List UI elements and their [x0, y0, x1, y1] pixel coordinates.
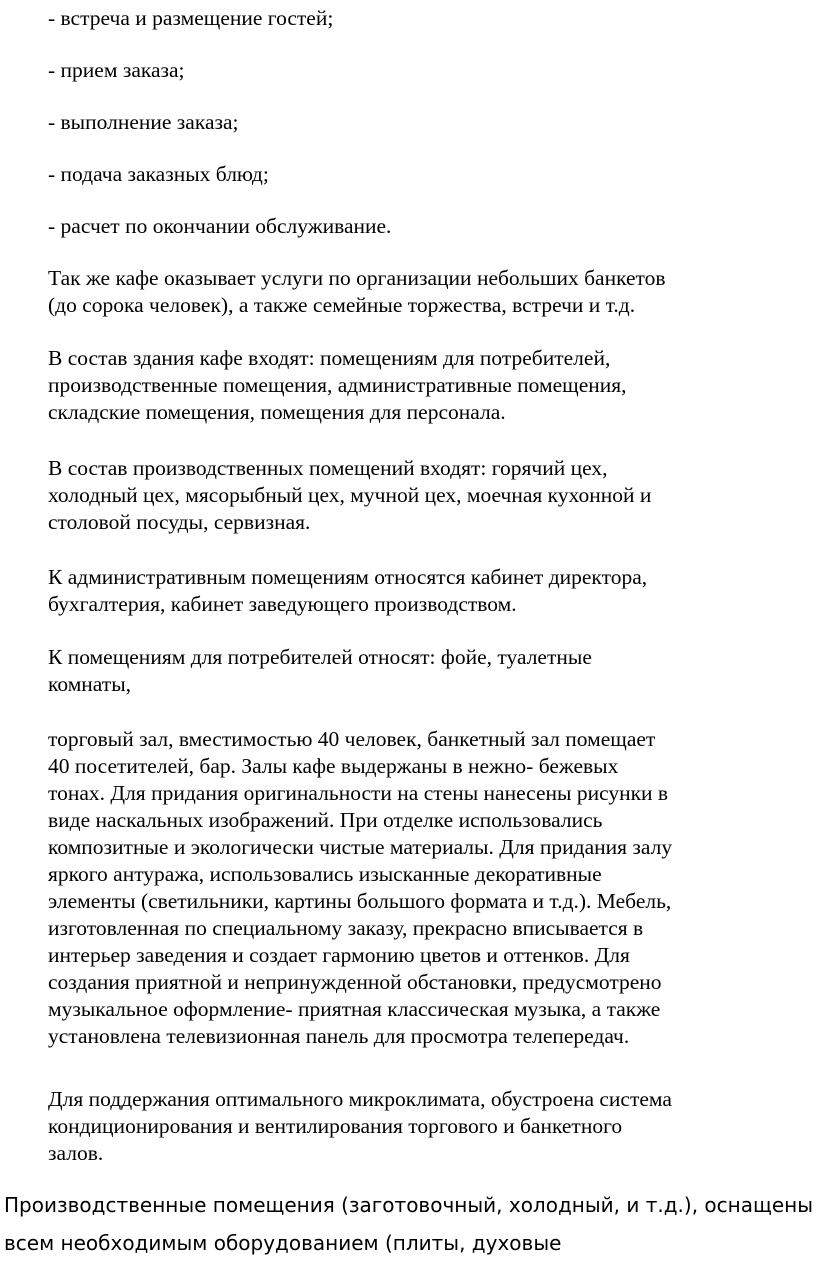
paragraph-line: (до сорока человек), а также семейные торжества, встречи и т.д. — [48, 293, 636, 317]
paragraph-line: музыкальное оформление- приятная классическая музыка, а также — [48, 997, 661, 1021]
paragraph-line: К помещениям для потребителей относят: фойе, туалетные — [48, 645, 592, 669]
paragraph-building-composition — [48, 345, 788, 426]
paragraph-line: В состав здания кафе входят: помещениям для потребителей, — [48, 346, 611, 370]
list-item-2: - прием заказа; — [48, 58, 185, 82]
paragraph-line: Для поддержания оптимального микроклимата, обустроена система — [48, 1087, 672, 1111]
paragraph-line: установлена телевизионная панель для просмотра телепередач. — [48, 1024, 630, 1048]
paragraph-microclimate — [48, 1086, 788, 1167]
paragraph-line: виде наскальных изображений. При отделке использовались — [48, 808, 603, 832]
paragraph-line: складские помещения, помещения для персонала. — [48, 400, 506, 424]
paragraph-line: 40 посетителей, бар. Залы кафе выдержаны в нежно- бежевых — [48, 754, 619, 778]
paragraph-line: композитные и экологически чистые материалы. Для придания залу — [48, 835, 673, 859]
paragraph-administrative-rooms — [48, 564, 788, 618]
paragraph-line: Производственные помещения (заготовочный, холодный, и т.д.), оснащены — [4, 1193, 813, 1217]
paragraph-line: Так же кафе оказывает услуги по организации небольших банкетов — [48, 266, 666, 290]
paragraph-banquets — [48, 265, 788, 319]
paragraph-line: залов. — [48, 1141, 104, 1165]
paragraph-line: изготовленная по специальному заказу, прекрасно вписывается в — [48, 916, 644, 940]
list-item-4: - подача заказных блюд; — [48, 162, 269, 186]
paragraph-line: интерьер заведения и создает гармонию цветов и оттенков. Для — [48, 943, 630, 967]
paragraph-line: кондиционирования и вентилирования торгового и банкетного — [48, 1114, 623, 1138]
paragraph-consumer-rooms — [48, 644, 788, 698]
paragraph-line: торговый зал, вместимостью 40 человек, банкетный зал помещает — [48, 727, 656, 751]
paragraph-line: яркого антуража, использовались изысканные декоративные — [48, 862, 602, 886]
paragraph-line: всем необходимым оборудованием (плиты, духовые — [4, 1231, 562, 1255]
paragraph-line: К административным помещениям относятся кабинет директора, — [48, 565, 648, 589]
list-item-1: - встреча и размещение гостей; — [48, 6, 334, 30]
paragraph-production-equipment — [4, 1186, 812, 1262]
paragraph-line: столовой посуды, сервизная. — [48, 510, 311, 534]
paragraph-line: тонах. Для придания оригинальности на стены нанесены рисунки в — [48, 781, 669, 805]
list-item-3: - выполнение заказа; — [48, 110, 239, 134]
list-item-5: - расчет по окончании обслуживание. — [48, 214, 392, 238]
paragraph-production-rooms — [48, 455, 788, 536]
paragraph-line: В состав производственных помещений входят: горячий цех, — [48, 456, 608, 480]
paragraph-halls-description — [48, 726, 788, 1050]
paragraph-line: создания приятной и непринужденной обстановки, предусмотрено — [48, 970, 662, 994]
paragraph-line: холодный цех, мясорыбный цех, мучной цех, моечная кухонной и — [48, 483, 652, 507]
paragraph-line: комнаты, — [48, 672, 132, 696]
paragraph-line: производственные помещения, административные помещения, — [48, 373, 627, 397]
paragraph-line: бухгалтерия, кабинет заведующего производством. — [48, 592, 517, 616]
paragraph-line: элементы (светильники, картины большого формата и т.д.). Мебель, — [48, 889, 672, 913]
